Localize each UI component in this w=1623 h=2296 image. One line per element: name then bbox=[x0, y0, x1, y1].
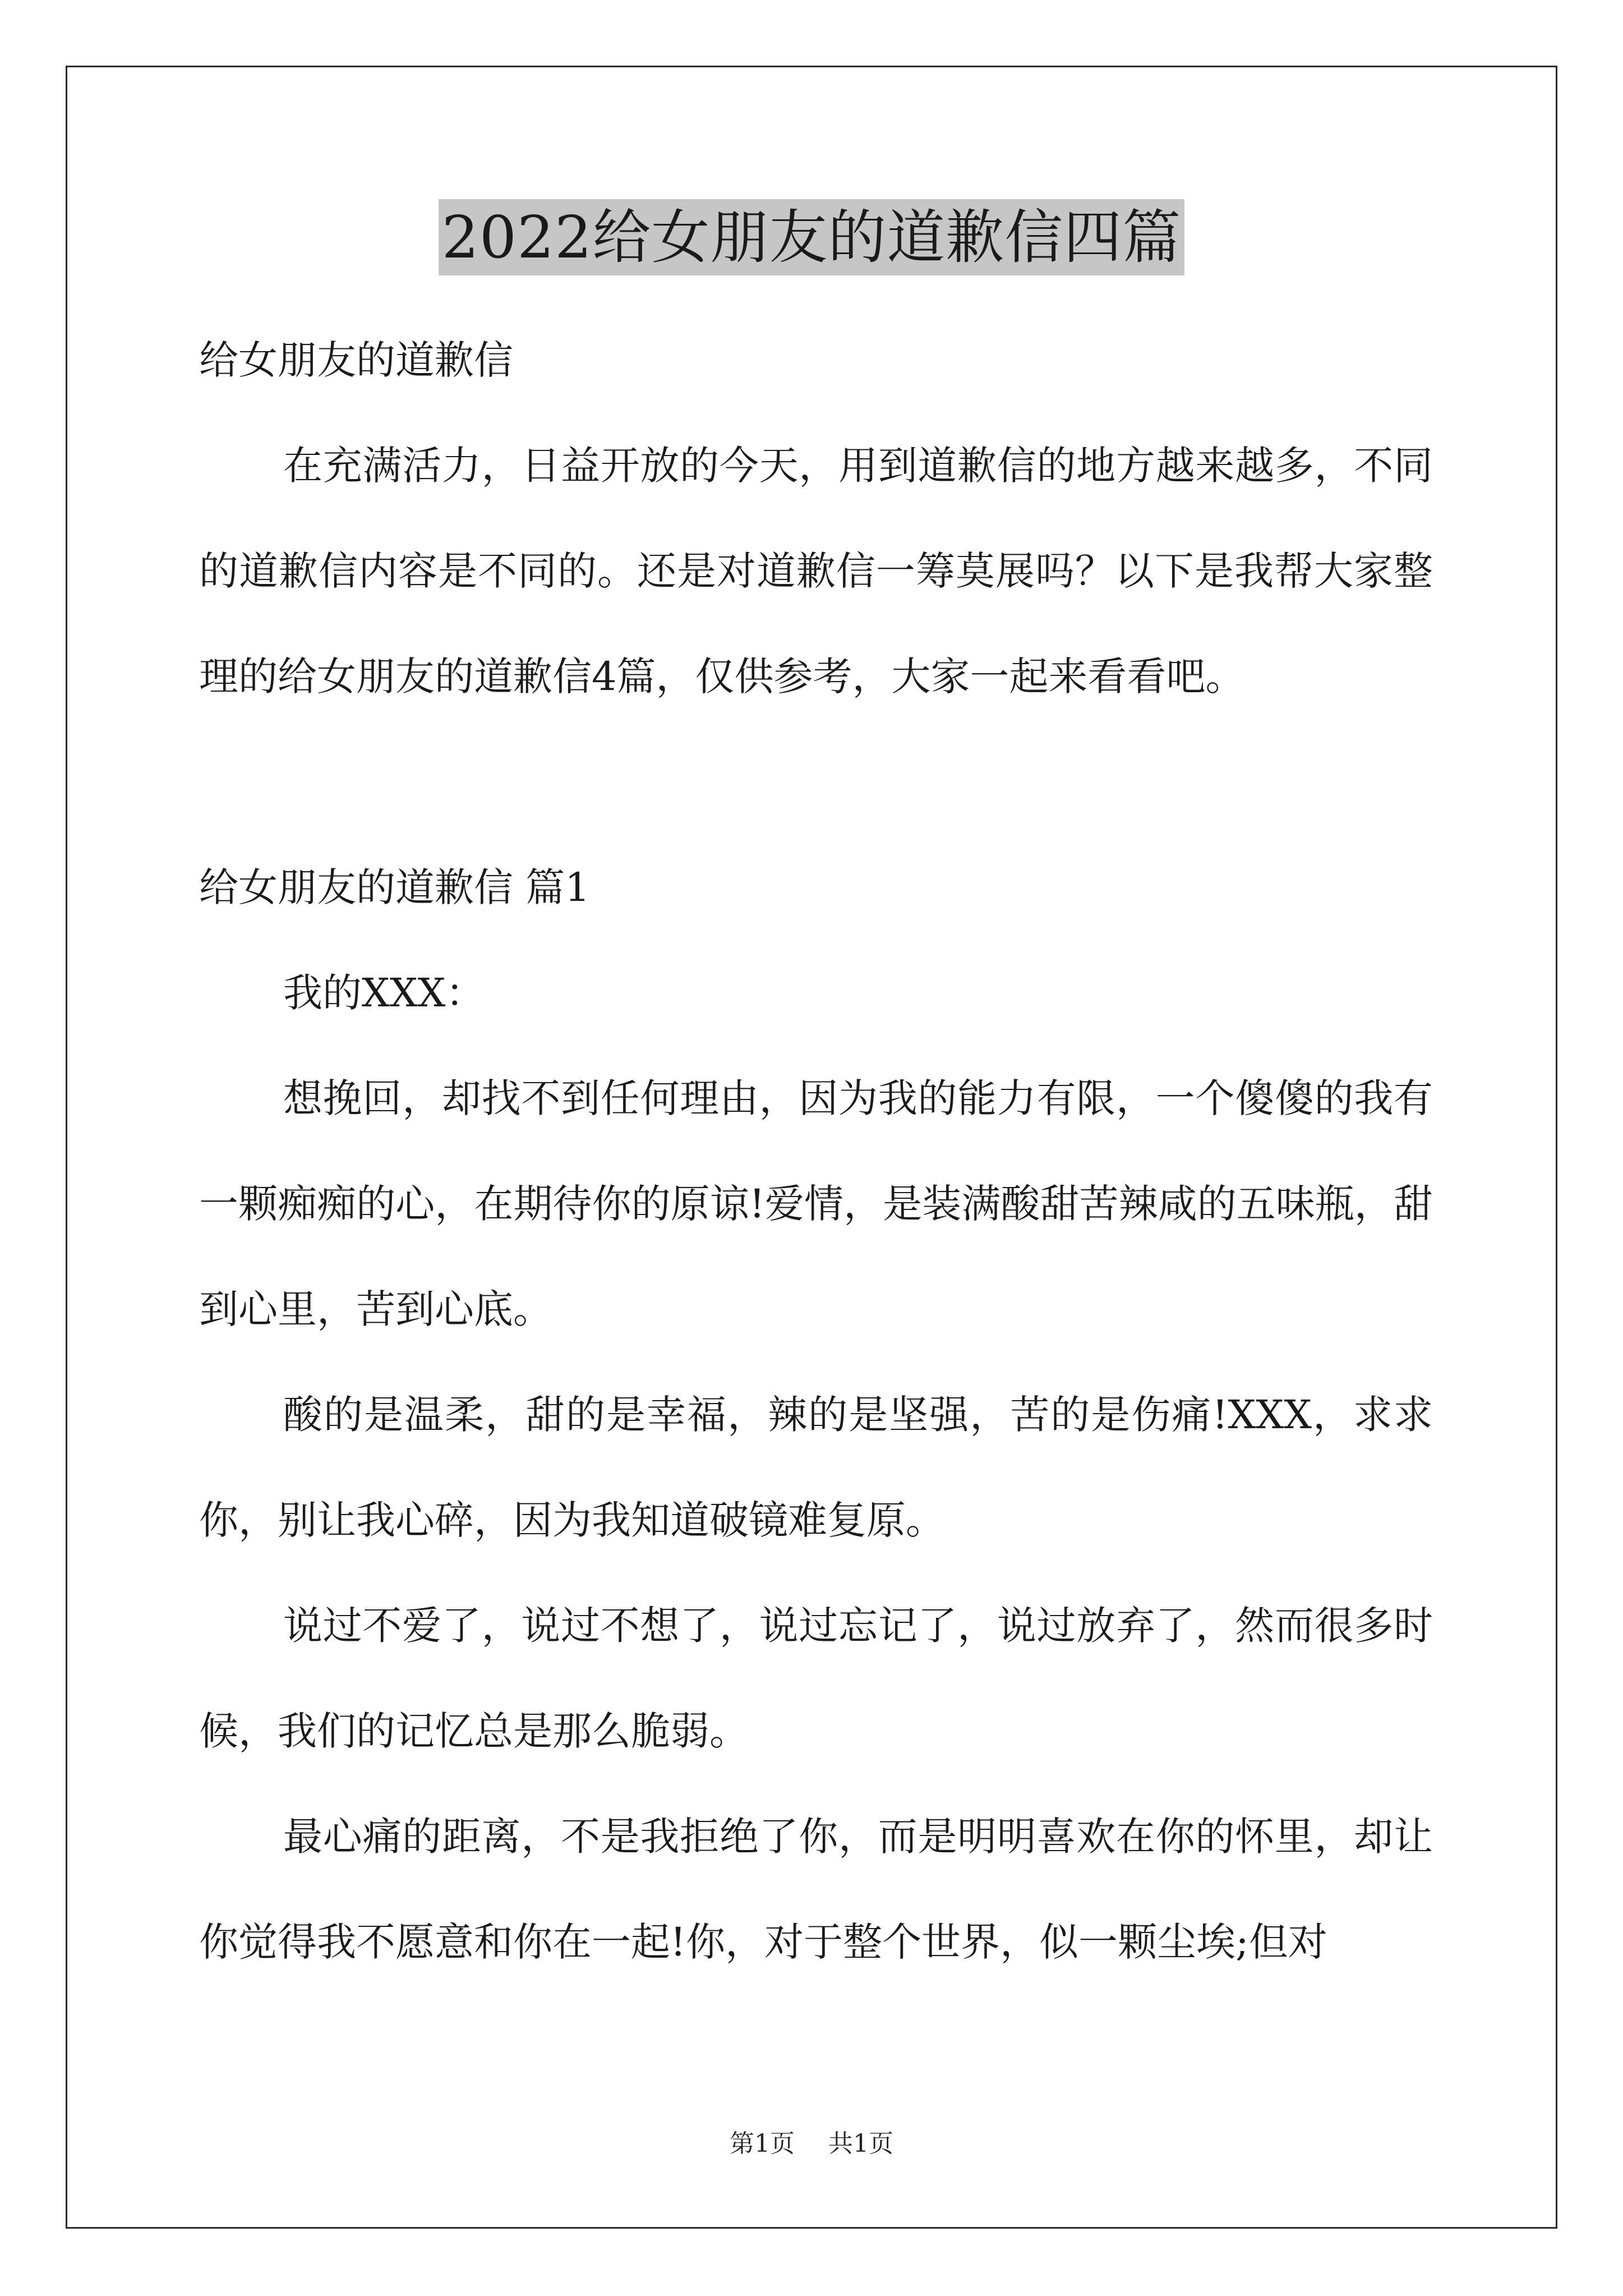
body-paragraph: 说过不爱了，说过不想了，说过忘记了，说过放弃了，然而很多时候，我们的记忆总是那么脆弱。 bbox=[199, 1603, 1433, 1754]
document-title: 2022给女朋友的道歉信四篇 bbox=[439, 199, 1185, 275]
body-paragraph: 想挽回，却找不到任何理由，因为我的能力有限，一个傻傻的我有一颗痴痴的心，在期待你的原谅!爱情，是装满酸甜苦辣咸的五味瓶，甜到心里，苦到心底。 bbox=[199, 1075, 1433, 1332]
body-paragraph: 酸的是温柔，甜的是幸福，辣的是坚强，苦的是伤痛!XXX，求求你，别让我心碎，因为我知道破镜难复原。 bbox=[199, 1392, 1433, 1543]
letter-heading: 给女朋友的道歉信 篇1 bbox=[199, 864, 590, 910]
page-footer bbox=[0, 2127, 1623, 2161]
salutation: 我的XXX： bbox=[283, 970, 485, 1016]
intro-paragraph: 在充满活力，日益开放的今天，用到道歉信的地方越来越多，不同的道歉信内容是不同的。还是对道歉信一筹莫展吗？以下是我帮大家整理的给女朋友的道歉信4篇，仅供参考，大家一起来看看吧。 bbox=[199, 443, 1433, 700]
total-pages: 共1页 bbox=[828, 2129, 893, 2158]
body-paragraph: 最心痛的距离，不是我拒绝了你，而是明明喜欢在你的怀里，却让你觉得我不愿意和你在一起!你，对于整个世界，似一颗尘埃;但对 bbox=[199, 1814, 1433, 1965]
document-body bbox=[199, 307, 1433, 1995]
section-heading: 给女朋友的道歉信 bbox=[199, 337, 513, 383]
page-number: 第1页 bbox=[730, 2129, 795, 2158]
title-container bbox=[0, 199, 1623, 275]
